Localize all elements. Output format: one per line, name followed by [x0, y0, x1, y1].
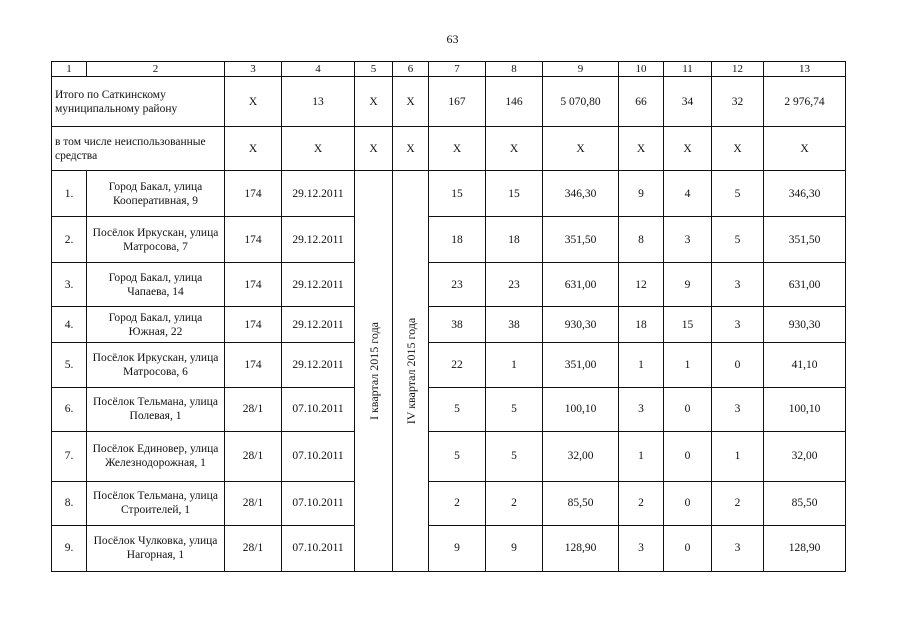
unused-cell: Х	[355, 127, 393, 171]
address-cell: Город Бакал, улица Кооперативная, 9	[87, 171, 225, 217]
cell-col8: 1	[486, 343, 543, 387]
row-number: 5.	[52, 343, 87, 387]
cell-col10: 1	[619, 431, 664, 481]
cell-col12: 3	[712, 525, 764, 571]
table-row	[52, 307, 846, 343]
cell-col13: 41,10	[764, 343, 846, 387]
total-cell: Х	[225, 77, 282, 127]
table-row	[52, 525, 846, 571]
cell-col8: 5	[486, 387, 543, 431]
cell-col9: 32,00	[543, 431, 619, 481]
cell-col11: 0	[664, 481, 712, 525]
cell-col13: 346,30	[764, 171, 846, 217]
cell-col13: 631,00	[764, 263, 846, 307]
header-cell: 5	[355, 62, 393, 77]
cell-col3: 174	[225, 263, 282, 307]
cell-col10: 3	[619, 387, 664, 431]
table-row	[52, 263, 846, 307]
total-cell: 66	[619, 77, 664, 127]
page-number: 63	[446, 32, 459, 46]
cell-col11: 0	[664, 431, 712, 481]
cell-col4: 29.12.2011	[282, 263, 355, 307]
cell-col3: 28/1	[225, 481, 282, 525]
vertical-quarter-label: I квартал 2015 года	[366, 321, 381, 421]
header-cell: 13	[764, 62, 846, 77]
total-row	[52, 77, 846, 127]
total-cell: Х	[355, 77, 393, 127]
cell-col12: 5	[712, 217, 764, 263]
cell-col4: 29.12.2011	[282, 307, 355, 343]
total-cell: 146	[486, 77, 543, 127]
cell-col10: 8	[619, 217, 664, 263]
total-cell: 2 976,74	[764, 77, 846, 127]
cell-col4: 29.12.2011	[282, 217, 355, 263]
cell-col4: 07.10.2011	[282, 525, 355, 571]
cell-col13: 128,90	[764, 525, 846, 571]
address-cell: Посёлок Иркускан, улица Матросова, 7	[87, 217, 225, 263]
cell-col3: 28/1	[225, 431, 282, 481]
cell-col9: 128,90	[543, 525, 619, 571]
address-cell: Посёлок Тельмана, улица Строителей, 1	[87, 481, 225, 525]
table-row	[52, 387, 846, 431]
table-row	[52, 171, 846, 217]
cell-col7: 5	[429, 387, 486, 431]
unused-cell: Х	[764, 127, 846, 171]
row-number: 7.	[52, 431, 87, 481]
total-cell: 13	[282, 77, 355, 127]
row-number: 8.	[52, 481, 87, 525]
cell-col12: 3	[712, 263, 764, 307]
header-cell: 11	[664, 62, 712, 77]
cell-col4: 07.10.2011	[282, 431, 355, 481]
unused-cell: Х	[664, 127, 712, 171]
cell-col11: 15	[664, 307, 712, 343]
cell-col12: 1	[712, 431, 764, 481]
cell-col3: 28/1	[225, 387, 282, 431]
row-number: 9.	[52, 525, 87, 571]
cell-col7: 5	[429, 431, 486, 481]
total-cell: Х	[393, 77, 429, 127]
row-number: 2.	[52, 217, 87, 263]
unused-label: в том числе неиспользованные средства	[52, 127, 225, 171]
unused-cell: Х	[225, 127, 282, 171]
cell-col12: 3	[712, 307, 764, 343]
merged-quarter-col5	[355, 171, 393, 572]
cell-col9: 100,10	[543, 387, 619, 431]
header-cell: 6	[393, 62, 429, 77]
cell-col11: 1	[664, 343, 712, 387]
cell-col9: 351,00	[543, 343, 619, 387]
cell-col3: 28/1	[225, 525, 282, 571]
cell-col11: 0	[664, 525, 712, 571]
address-cell: Посёлок Единовер, улица Железнодорожная, 1	[87, 431, 225, 481]
cell-col4: 29.12.2011	[282, 171, 355, 217]
cell-col10: 3	[619, 525, 664, 571]
cell-col3: 174	[225, 217, 282, 263]
cell-col9: 631,00	[543, 263, 619, 307]
cell-col9: 351,50	[543, 217, 619, 263]
header-cell: 9	[543, 62, 619, 77]
row-number: 3.	[52, 263, 87, 307]
cell-col13: 85,50	[764, 481, 846, 525]
cell-col8: 5	[486, 431, 543, 481]
cell-col7: 22	[429, 343, 486, 387]
cell-col12: 5	[712, 171, 764, 217]
unused-cell: Х	[486, 127, 543, 171]
unused-funds-row	[52, 127, 846, 171]
address-cell: Город Бакал, улица Чапаева, 14	[87, 263, 225, 307]
cell-col7: 38	[429, 307, 486, 343]
address-cell: Город Бакал, улица Южная, 22	[87, 307, 225, 343]
merged-quarter-col6	[393, 171, 429, 572]
address-cell: Посёлок Тельмана, улица Полевая, 1	[87, 387, 225, 431]
header-cell: 2	[87, 62, 225, 77]
cell-col12: 3	[712, 387, 764, 431]
vertical-quarter-label: IV квартал 2015 года	[403, 317, 418, 425]
cell-col10: 2	[619, 481, 664, 525]
header-cell: 3	[225, 62, 282, 77]
cell-col8: 2	[486, 481, 543, 525]
header-cell: 12	[712, 62, 764, 77]
header-cell: 1	[52, 62, 87, 77]
header-cell: 8	[486, 62, 543, 77]
header-cell: 7	[429, 62, 486, 77]
cell-col4: 07.10.2011	[282, 481, 355, 525]
header-cell: 10	[619, 62, 664, 77]
total-cell: 34	[664, 77, 712, 127]
unused-cell: Х	[429, 127, 486, 171]
table-row	[52, 217, 846, 263]
cell-col13: 32,00	[764, 431, 846, 481]
table-row	[52, 431, 846, 481]
cell-col10: 12	[619, 263, 664, 307]
cell-col8: 23	[486, 263, 543, 307]
unused-cell: Х	[619, 127, 664, 171]
cell-col13: 351,50	[764, 217, 846, 263]
cell-col8: 15	[486, 171, 543, 217]
cell-col4: 07.10.2011	[282, 387, 355, 431]
cell-col13: 930,30	[764, 307, 846, 343]
cell-col9: 346,30	[543, 171, 619, 217]
address-cell: Посёлок Иркускан, улица Матросова, 6	[87, 343, 225, 387]
unused-cell: Х	[543, 127, 619, 171]
cell-col10: 18	[619, 307, 664, 343]
unused-cell: Х	[393, 127, 429, 171]
cell-col12: 2	[712, 481, 764, 525]
cell-col7: 23	[429, 263, 486, 307]
cell-col8: 9	[486, 525, 543, 571]
cell-col11: 9	[664, 263, 712, 307]
table-row	[52, 481, 846, 525]
cell-col8: 18	[486, 217, 543, 263]
cell-col4: 29.12.2011	[282, 343, 355, 387]
total-cell: 5 070,80	[543, 77, 619, 127]
total-cell: 167	[429, 77, 486, 127]
cell-col9: 930,30	[543, 307, 619, 343]
cell-col11: 0	[664, 387, 712, 431]
cell-col10: 9	[619, 171, 664, 217]
cell-col3: 174	[225, 171, 282, 217]
cell-col13: 100,10	[764, 387, 846, 431]
cell-col7: 2	[429, 481, 486, 525]
cell-col10: 1	[619, 343, 664, 387]
cell-col7: 9	[429, 525, 486, 571]
header-cell: 4	[282, 62, 355, 77]
total-label: Итого по Саткинскому муниципальному району	[52, 77, 225, 127]
unused-cell: Х	[712, 127, 764, 171]
cell-col12: 0	[712, 343, 764, 387]
address-cell: Посёлок Чулковка, улица Нагорная, 1	[87, 525, 225, 571]
cell-col7: 18	[429, 217, 486, 263]
cell-col11: 4	[664, 171, 712, 217]
row-number: 1.	[52, 171, 87, 217]
header-row	[52, 62, 846, 77]
cell-col3: 174	[225, 343, 282, 387]
cell-col11: 3	[664, 217, 712, 263]
unused-cell: Х	[282, 127, 355, 171]
row-number: 4.	[52, 307, 87, 343]
row-number: 6.	[52, 387, 87, 431]
cell-col9: 85,50	[543, 481, 619, 525]
cell-col3: 174	[225, 307, 282, 343]
table-row	[52, 343, 846, 387]
total-cell: 32	[712, 77, 764, 127]
program-table	[51, 61, 846, 572]
cell-col7: 15	[429, 171, 486, 217]
cell-col8: 38	[486, 307, 543, 343]
